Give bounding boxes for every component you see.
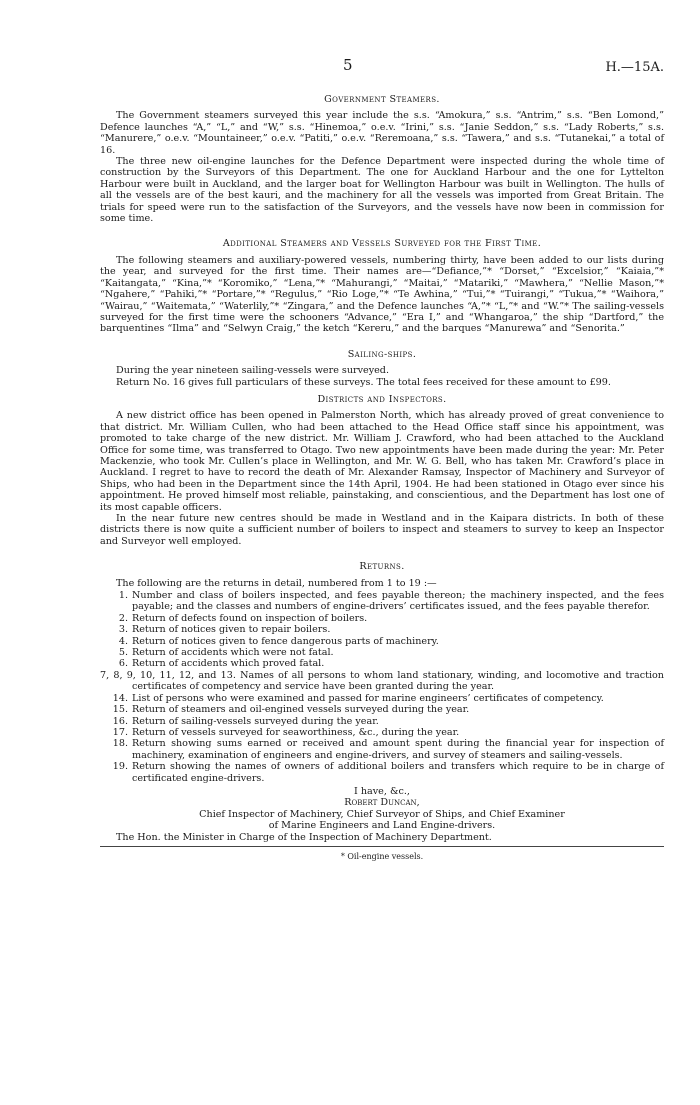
- item-text: Names of all persons to whom land stationary, winding, and locomotive and traction certificates of competency and service have been granted during the year.: [132, 669, 664, 693]
- item-text: Return of sailing-vessels surveyed during the year.: [132, 715, 379, 727]
- paragraph: In the near future new centres should be made in Westland and in the Kaipara districts. In both of these districts there is now quite a sufficient number of boilers to inspect and steamers to survey to keep an Inspector and Surveyor well employed.: [100, 513, 664, 547]
- signatory-title: Chief Inspector of Machinery, Chief Surveyor of Ships, and Chief Examiner: [199, 808, 565, 820]
- item-number: 19.: [112, 761, 128, 773]
- item-text: Return showing sums earned or received and amount spent during the financial year for inspection of machinery, examination of engineers and engine-drivers, and survey of steamers and sailing-vessels.: [132, 738, 664, 761]
- section-government-steamers: [100, 94, 664, 224]
- list-item: [100, 636, 664, 647]
- item-number: 5.: [118, 647, 128, 659]
- footnote-divider: [100, 846, 664, 847]
- list-item: [100, 647, 664, 658]
- section-sailing-ships: [100, 349, 664, 388]
- paragraph: During the year nineteen sailing-vessels were surveyed.: [116, 365, 390, 377]
- page-number: 5: [343, 56, 353, 74]
- item-text: Return of notices given to repair boilers.: [132, 624, 331, 636]
- item-number: 2.: [118, 612, 128, 624]
- item-text: List of persons who were examined and passed for marine engineers’ certificates of competency.: [132, 692, 604, 704]
- list-item: [100, 693, 664, 704]
- item-text: Return of notices given to fence dangerous parts of machinery.: [132, 635, 439, 647]
- item-number: 18.: [112, 738, 128, 750]
- item-number: 6.: [118, 658, 128, 670]
- section-returns: [100, 561, 664, 784]
- paragraph: Return No. 16 gives full particulars of these surveys. The total fees received for these amount to £99.: [116, 376, 611, 388]
- paragraph: The following steamers and auxiliary-powered vessels, numbering thirty, have been added to our lists during the year, and surveyed for the first time. Their names are—“Defiance,”* “Dorset,” “Excelsior,” “Kaiaia,”* “Kaitangata,” “Kina,”* “Koromiko,” “Lena,”* “Mahurangi,” “Maitai,” “Matariki,” “Mawhera,” “Nellie Mason,”* “Ngahere,” “Pahiki,”* “Portare,”* “Regulus,” “Rio Loge,”* “Te Awhina,” “Tui,”* “Tuirangi,” “Tukua,”* “Waihora,” “Wairau,” “Waitemata,” “Waterlily,”* “Zingara,” and the Defence launches “A,”* “L,”* and “W.”* The sailing-vessels surveyed for the first time were the schooners “Advance,” “Era I,” and “Whangaroa,” the ship “Dartford,” the barquentines “Ilma” and “Selwyn Craig,” the ketch “Kereru,” and the barques “Manurewa” and “Senorita.”: [100, 254, 664, 335]
- list-item: [100, 613, 664, 624]
- section-heading: Sailing-ships.: [347, 348, 417, 360]
- footnote: * Oil-engine vessels.: [340, 851, 424, 861]
- item-number: 14.: [112, 692, 128, 704]
- item-text: Number and class of boilers inspected, and fees payable thereon; the machinery inspected, and the fees payable; and the classes and numbers of engine-drivers’ certificates issued, and the fees payable therefor.: [132, 590, 664, 613]
- item-number: 3.: [118, 624, 128, 636]
- item-number: 1.: [118, 590, 128, 602]
- item-number: 17.: [112, 726, 128, 738]
- section-additional-steamers: [100, 238, 664, 334]
- signatory-title: of Marine Engineers and Land Engine-drivers.: [268, 820, 496, 832]
- paragraph: A new district office has been opened in Palmerston North, which has already proved of great convenience to that district. Mr. William Cullen, who had been attached to the Head Office staff since his appointment, was promoted to take charge of the new district. Mr. William J. Crawford, who had been attached to the Auckland Office for some time, was transferred to Otago. Two new appointments have been made during the year: Mr. Peter Mackenzie, who took Mr. Cullen’s place in Wellington, and Mr. W. G. Bell, who has taken Mr. Crawford’s place in Auckland. I regret to have to record the death of Mr. Alexander Ramsay, Inspector of Machinery and Surveyor of Ships, who had been in the Department since the 14th April, 1904. He had been stationed in Otago ever since his appointment. He proved himself most reliable, painstaking, and conscientious, and the Department has lost one of its most capable officers.: [100, 410, 664, 513]
- section-heading: Additional Steamers and Vessels Surveyed for the First Time.: [222, 238, 542, 250]
- section-heading: Districts and Inspectors.: [317, 393, 447, 405]
- signatory-name: Robert Duncan,: [344, 797, 420, 809]
- list-item: [100, 716, 664, 727]
- list-item: [100, 670, 664, 693]
- addressee: The Hon. the Minister in Charge of the Inspection of Machinery Department.: [116, 831, 492, 843]
- section-heading: Government Steamers.: [324, 94, 440, 105]
- list-item: [100, 658, 664, 669]
- returns-intro: The following are the returns in detail, numbered from 1 to 19 :—: [116, 577, 437, 589]
- item-number: 15.: [112, 704, 128, 716]
- item-number: 4.: [118, 635, 128, 647]
- item-text: Return of steamers and oil-engined vessels surveyed during the year.: [132, 704, 470, 716]
- item-number: 16.: [112, 715, 128, 727]
- list-item: [100, 624, 664, 635]
- document-reference: H.—15A.: [605, 60, 664, 75]
- item-text: Return of accidents which proved fatal.: [132, 658, 325, 670]
- section-heading: Returns.: [359, 561, 405, 573]
- list-item: [100, 590, 664, 613]
- item-text: Return of vessels surveyed for seaworthiness, &c., during the year.: [132, 726, 460, 738]
- list-item: [100, 727, 664, 738]
- closing: I have, &c.,: [354, 785, 410, 797]
- returns-list: [100, 590, 664, 784]
- section-districts-inspectors: [100, 394, 664, 547]
- item-text: Return of defects found on inspection of boilers.: [132, 612, 368, 624]
- item-text: Return of accidents which were not fatal.: [132, 647, 334, 659]
- list-item: [100, 738, 664, 761]
- list-item: [100, 761, 664, 784]
- paragraph: The Government steamers surveyed this year include the s.s. “Amokura,” s.s. “Antrim,” s.s. “Ben Lomond,” Defence launches “A,” “L,” and “W,” s.s. “Hinemoa,” o.e.v. “Irini,” s.s. “Janie Seddon,” s.s. “Lady Roberts,” s.s. “Manurere,” o.e.v. “Mountaineer,” o.e.v. “Patiti,” o.e.v. “Reremoana,” s.s. “Tawera,” and s.s. “Tutanekai,” a total of 16.: [100, 110, 664, 156]
- list-item: [100, 704, 664, 715]
- paragraph: The three new oil-engine launches for the Defence Department were inspected during the whole time of construction by the Surveyors of this Department. The one for Auckland Harbour and the one for Lyttelton Harbour were built in Auckland, and the larger boat for Wellington Harbour was built in Wellington. The hulls of all the vessels are of the best kauri, and the machinery for all the vessels was imported from Great Britain. The trials for speed were run to the satisfaction of the Surveyors, and the vessels have now been in commission for some time.: [100, 156, 664, 225]
- item-number: 7, 8, 9, 10, 11, 12, and 13.: [100, 669, 236, 681]
- item-text: Return showing the names of owners of additional boilers and transfers which require to be in charge of certificated engine-drivers.: [132, 761, 664, 784]
- signature-block: [100, 786, 664, 832]
